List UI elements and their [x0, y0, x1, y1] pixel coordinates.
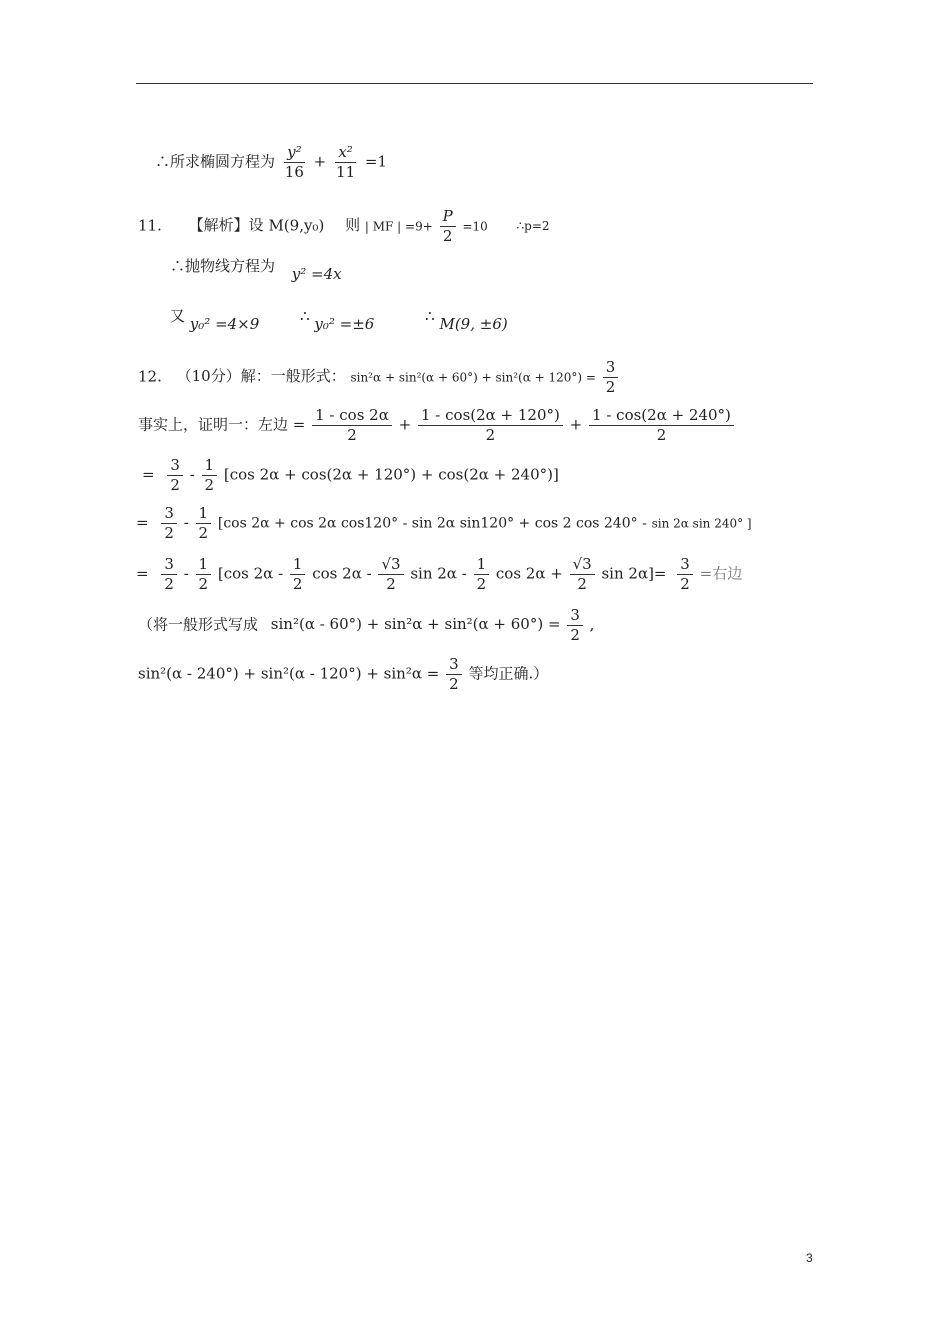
therefore-symbol: ∴ [425, 307, 435, 325]
denominator: 2 [347, 425, 357, 444]
right-side-label: =右边 [699, 564, 743, 583]
denominator: 2 [198, 574, 209, 593]
denominator: 2 [656, 425, 667, 444]
denominator: 2 [570, 625, 580, 644]
numerator: 1 - cos(2α + 240°) [589, 406, 734, 426]
proof-step-2 [142, 456, 559, 495]
text-label: 则 [345, 216, 361, 235]
fraction [446, 655, 462, 694]
equation: y₀² =4×9 [189, 315, 260, 333]
denominator: 2 [170, 475, 180, 494]
numerator: x² [335, 143, 355, 163]
numerator: 1 - cos 2α [312, 406, 392, 426]
equals-value: =10 [462, 219, 488, 234]
fraction [418, 406, 563, 445]
operator: + [313, 152, 327, 171]
numerator: 3 [161, 504, 177, 524]
denominator: 11 [336, 162, 356, 181]
operator: = [136, 564, 149, 583]
operator: = [142, 465, 155, 484]
alt-formula: sin²(α - 60°) + sin²α + sin²(α + 60°) = [270, 615, 561, 634]
proof-step-3 [136, 504, 752, 543]
proof-start-line: 事实上，证明一：左边 = $\frac{1 - \cos 2\alpha}{2}$ + $\frac{1 - \cos(2\alpha + 120^\circ)}{2}$ + $\frac{1 - \cos(2\alpha + 240^\circ)}{2}$ [138, 406, 736, 445]
fraction [161, 504, 177, 543]
denominator: 2 [164, 574, 174, 593]
denominator: 2 [449, 674, 459, 693]
analysis-label: 【解析】设 [188, 216, 264, 235]
question-number: 11. [138, 216, 162, 235]
fraction [474, 555, 490, 594]
operator: = [136, 513, 149, 532]
fraction [196, 504, 212, 543]
ellipse-equation-line [155, 143, 387, 182]
numerator: 1 [290, 555, 306, 575]
text-label: （将一般形式写成 [138, 615, 259, 634]
point-m: M(9,y₀) [268, 216, 325, 235]
fraction [677, 555, 693, 594]
question-number: 12. [138, 367, 162, 386]
numerator: 3 [167, 456, 183, 476]
p-value: ∴p=2 [516, 219, 550, 234]
expression: sin 2α]= [601, 564, 667, 583]
text-label: （10分）解：一般形式： [176, 367, 346, 386]
equation: y₀² =±6 [314, 315, 375, 333]
numerator: 1 [196, 555, 212, 575]
numerator: √3 [378, 555, 403, 575]
fraction [570, 555, 595, 594]
expression: [cos 2α + cos(2α + 120°) + cos(2α + 240°)] [223, 465, 559, 484]
numerator: y² [284, 143, 305, 163]
therefore-symbol: ∴ [300, 307, 310, 325]
question-12-line [138, 358, 620, 397]
punctuation: , [589, 615, 595, 634]
numerator: 3 [677, 555, 693, 575]
expression: cos 2α - [312, 564, 372, 583]
fraction [378, 555, 403, 594]
denominator: 2 [164, 523, 174, 542]
expression: sin 2α - [410, 564, 467, 583]
numerator: 1 [202, 456, 218, 476]
denominator: 2 [605, 377, 616, 396]
focal-distance: | MF | =9+ [364, 219, 433, 234]
numerator: √3 [570, 555, 595, 575]
denominator: 2 [476, 574, 487, 593]
proof-step-4 [136, 555, 742, 594]
denominator: 2 [485, 425, 496, 444]
numerator: 1 [196, 504, 212, 524]
fraction [202, 456, 218, 495]
fraction [290, 555, 306, 594]
denominator: 2 [204, 475, 215, 494]
note-line-1 [138, 606, 594, 645]
denominator: 16 [284, 162, 304, 181]
numerator: 1 [474, 555, 490, 575]
fraction [603, 358, 619, 397]
text-label: ∴所求椭圆方程为 [155, 152, 276, 171]
expression: [cos 2α - [217, 564, 284, 583]
fraction [167, 456, 183, 495]
denominator: 2 [386, 574, 396, 593]
expression: [cos 2α + cos 2α cos120° - sin 2α sin120° + cos 2 cos 240° - [217, 515, 647, 532]
page-number: 3 [806, 1251, 813, 1265]
operator: - [183, 564, 189, 583]
fraction [333, 143, 358, 182]
operator: - [189, 465, 195, 484]
numerator: 3 [567, 606, 583, 626]
numerator: P [440, 207, 456, 227]
fraction [589, 406, 734, 445]
numerator: 3 [446, 655, 462, 675]
numerator: 3 [603, 358, 619, 378]
fraction [312, 406, 392, 445]
question-11-line [138, 207, 550, 246]
fraction [282, 143, 307, 182]
numerator: 1 - cos(2α + 120°) [418, 406, 563, 426]
expression-tail: sin 2α sin 240° ] [651, 516, 752, 531]
text-label: 事实上，证明一：左边 = [138, 415, 306, 434]
general-formula: sin²α + sin²(α + 60°) + sin²(α + 120°) = [350, 370, 596, 385]
fraction [196, 555, 212, 594]
header-rule [136, 83, 813, 84]
solve-y0-line [170, 307, 508, 333]
denominator: 2 [198, 523, 209, 542]
text-label: ∴抛物线方程为 [170, 257, 276, 275]
alt-formula: sin²(α - 240°) + sin²(α - 120°) + sin²α = [138, 664, 440, 683]
fraction [567, 606, 583, 645]
equals-value: =1 [364, 152, 388, 171]
fraction [440, 207, 456, 246]
text-label: 等均正确.） [468, 664, 549, 683]
denominator: 2 [577, 574, 587, 593]
point-result: M(9, ±6) [439, 315, 508, 333]
parabola-equation-line [170, 257, 342, 283]
note-line-2 [138, 655, 548, 694]
parabola-equation: y² =4x [291, 265, 342, 283]
operator: - [183, 513, 189, 532]
denominator: 2 [442, 226, 453, 245]
denominator: 2 [680, 574, 690, 593]
numerator: 3 [161, 555, 177, 575]
denominator: 2 [292, 574, 303, 593]
expression: cos 2α + [495, 564, 563, 583]
fraction [161, 555, 177, 594]
text-label: 又 [170, 307, 186, 325]
